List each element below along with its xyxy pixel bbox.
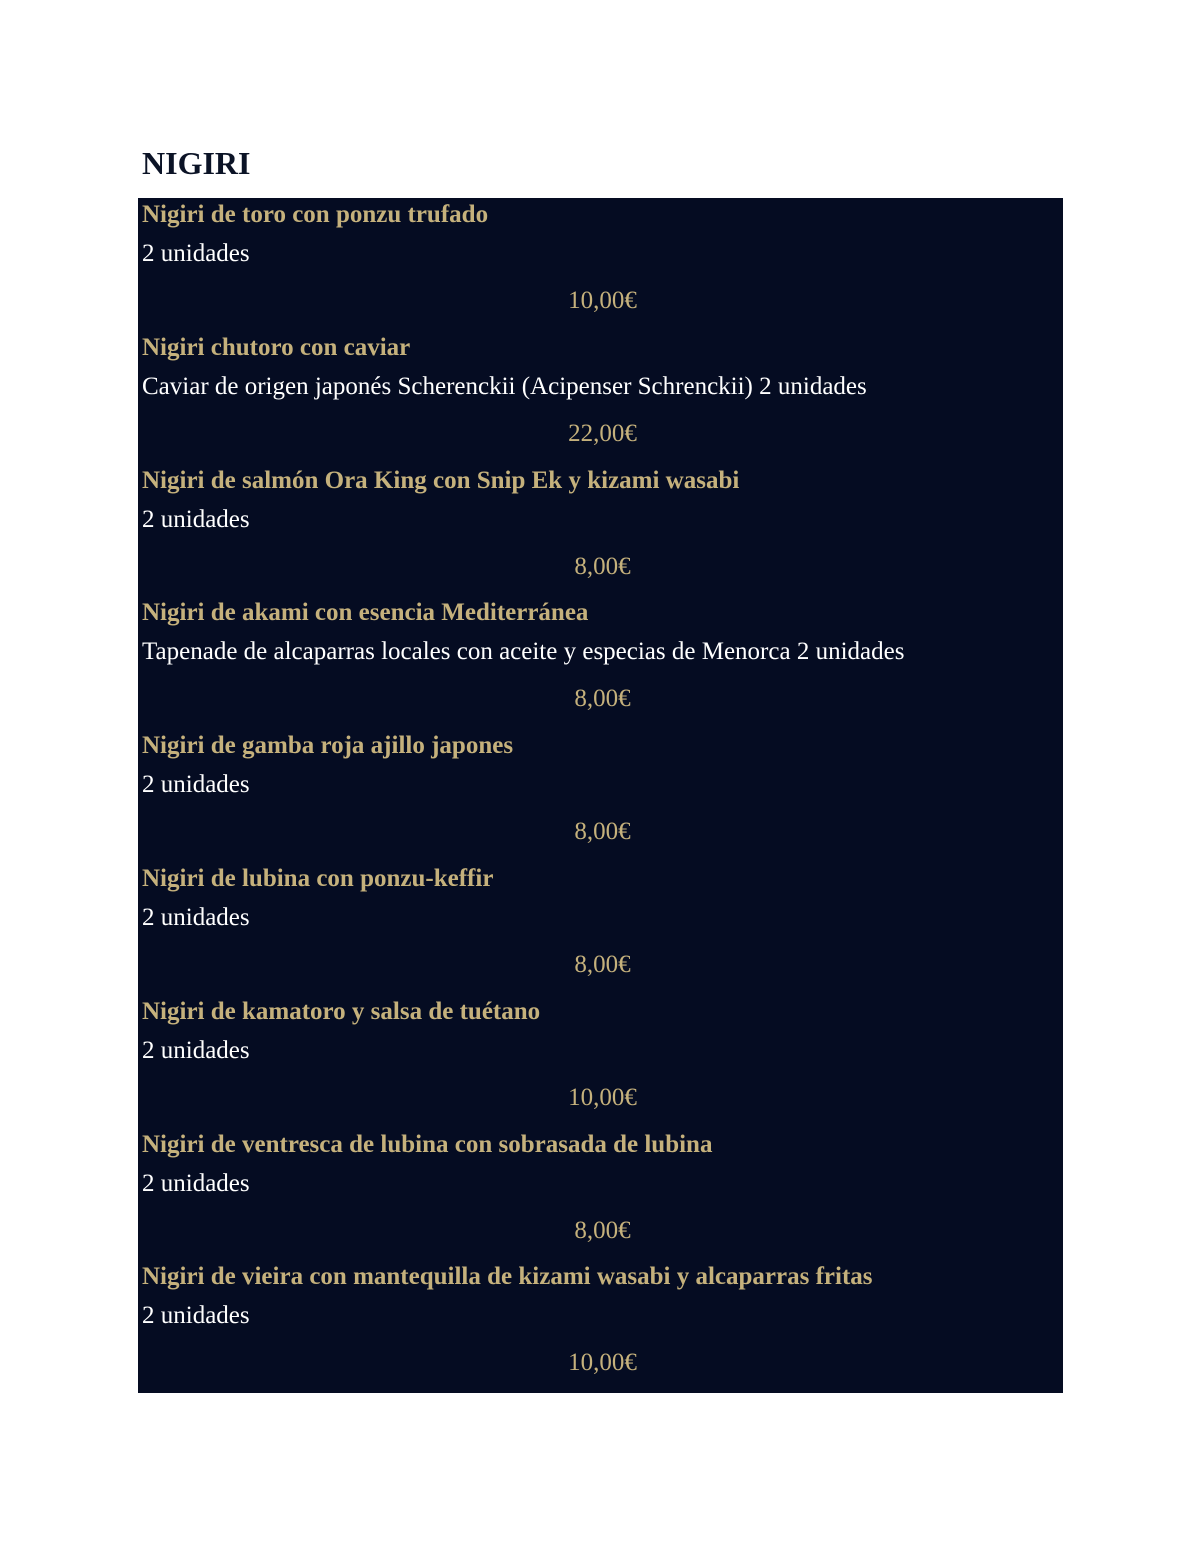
item-description: 2 unidades (142, 1302, 250, 1330)
menu-item (142, 862, 1063, 995)
item-price: 8,00€ (574, 552, 631, 580)
menu-item (142, 198, 1063, 331)
item-price: 22,00€ (568, 419, 637, 447)
item-description: Caviar de origen japonés Scherenckii (Acipenser Schrenckii) 2 unidades (142, 372, 867, 400)
item-description: 2 unidades (142, 505, 250, 533)
item-name: Nigiri de lubina con ponzu-keffir (142, 864, 494, 892)
item-description: 2 unidades (142, 1169, 250, 1197)
item-name: Nigiri chutoro con caviar (142, 333, 411, 361)
item-name: Nigiri de salmón Ora King con Snip Ek y kizami wasabi (142, 466, 740, 494)
item-description: Tapenade de alcaparras locales con aceite y especias de Menorca 2 unidades (142, 638, 905, 666)
item-price: 10,00€ (568, 287, 637, 314)
item-price: 8,00€ (574, 1216, 631, 1244)
item-price: 8,00€ (574, 685, 631, 713)
item-price: 10,00€ (568, 1083, 637, 1111)
menu-item (142, 464, 1063, 597)
item-name: Nigiri de toro con ponzu trufado (142, 201, 489, 228)
menu-item (142, 1260, 1063, 1393)
item-description: 2 unidades (142, 903, 250, 931)
item-name: Nigiri de kamatoro y salsa de tuétano (142, 997, 541, 1025)
item-price: 8,00€ (574, 950, 631, 978)
item-name: Nigiri de akami con esencia Mediterránea (142, 599, 589, 627)
item-price: 10,00€ (568, 1349, 637, 1377)
menu-item (142, 331, 1063, 464)
menu-item (142, 995, 1063, 1128)
menu-item (142, 596, 1063, 729)
item-description: 2 unidades (142, 771, 250, 799)
item-name: Nigiri de gamba roja ajillo japones (142, 732, 514, 760)
item-description: 2 unidades (142, 240, 250, 267)
section-title: NIGIRI (142, 145, 251, 181)
menu-panel (138, 198, 1063, 1393)
item-price: 8,00€ (574, 818, 631, 846)
menu-item (142, 1128, 1063, 1261)
menu-item (142, 729, 1063, 862)
item-name: Nigiri de ventresca de lubina con sobrasada de lubina (142, 1130, 713, 1158)
item-name: Nigiri de vieira con mantequilla de kizami wasabi y alcaparras fritas (142, 1263, 873, 1291)
item-description: 2 unidades (142, 1036, 250, 1064)
